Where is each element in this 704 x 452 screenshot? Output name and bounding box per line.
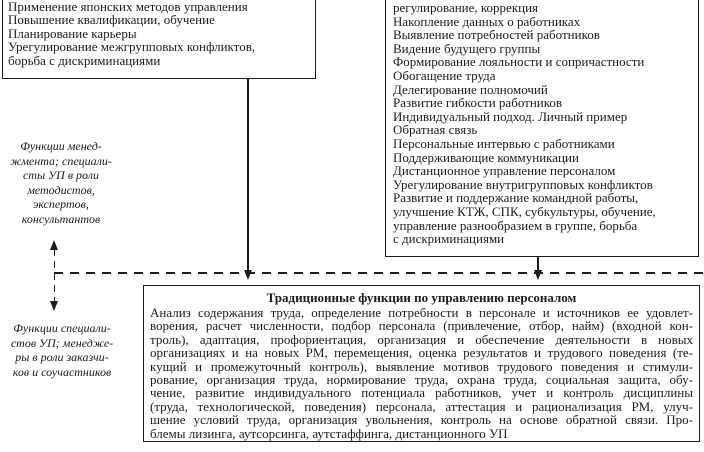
text-line: Урегулирование межгрупповых конфликтов, bbox=[8, 39, 256, 55]
text-line: Обогащение труда bbox=[393, 67, 496, 83]
text-line: (труда, технологической, поведения) персонала, аттестация и рационализация РМ, улуч- bbox=[150, 398, 693, 414]
text-line: Поддерживающие коммуникации bbox=[393, 149, 579, 165]
text-line: жмента; специали- bbox=[10, 153, 112, 168]
text-line: улучшение КТЖ, СПК, субкультуры, обучение, bbox=[393, 203, 656, 219]
double-arrow-down-arrowhead-icon bbox=[50, 301, 58, 311]
double-arrow-shaft bbox=[54, 249, 56, 303]
text-line: ков и соучастников bbox=[12, 364, 112, 379]
double-arrow-up-arrowhead-icon bbox=[50, 240, 58, 250]
text-line: консультантов bbox=[21, 211, 101, 226]
text-line: кущий и промежуточный контроль), выявление мотивов трудового поведения и стимули- bbox=[150, 358, 693, 374]
label-management-functions bbox=[0, 139, 122, 227]
label-specialist-functions bbox=[0, 321, 124, 379]
text-line: Персональные интервью с работниками bbox=[393, 135, 615, 151]
text-line: шение условий труда, организация увольнения, контроль на основе обратной связи. Про- bbox=[150, 412, 693, 428]
bottom-box-paragraph bbox=[144, 305, 699, 440]
text-line: Выявление потребностей работников bbox=[393, 27, 600, 43]
text-line: регулирование, коррекция bbox=[393, 0, 539, 15]
text-line: Анализ содержания труда, определение потребности в персонале и источников ее удовлет- bbox=[150, 305, 693, 320]
text-line: блемы лизинга, аутсорсинга, аутстаффинга, дистанционного УП bbox=[150, 425, 508, 441]
text-line: троль), адаптация, профориентация, организация и обеспечение деятельности в новых bbox=[150, 331, 693, 347]
text-line: Формирование лояльности и сопричастности bbox=[393, 54, 645, 70]
text-line: Индивидуальный подход. Личный пример bbox=[393, 108, 628, 124]
top-left-box-text bbox=[8, 0, 312, 67]
text-line: Развитие и поддержание командной работы, bbox=[393, 190, 639, 206]
connector-left-line bbox=[247, 79, 249, 272]
top-right-box bbox=[385, 0, 699, 257]
top-right-box-text bbox=[393, 1, 696, 246]
text-line: Дистанционное управление персоналом bbox=[393, 163, 616, 179]
dashed-divider-line bbox=[54, 272, 704, 274]
text-line: управление разнообразием в группе, борьба bbox=[393, 217, 638, 233]
text-line: рование, организация труда, нормирование труда, охрана труда, социальная защита, обу- bbox=[150, 372, 693, 388]
text-line: методистов, bbox=[27, 182, 95, 197]
text-line: Обратная связь bbox=[393, 122, 478, 138]
bottom-box-title: Традиционные функции по управлению персоналом bbox=[266, 290, 577, 305]
text-line: сты УП в роли bbox=[22, 168, 99, 183]
text-line: Урегулирование внутригрупповых конфликтов bbox=[393, 176, 653, 192]
text-line: Развитие гибкости работников bbox=[393, 95, 563, 111]
text-line: стов УП; менедже- bbox=[10, 335, 114, 350]
text-line: Видение будущего группы bbox=[393, 40, 541, 56]
text-line: Повышение квалификации, обучение bbox=[8, 12, 215, 28]
text-line: Применение японских методов управления bbox=[8, 0, 248, 14]
text-line: Функции специали- bbox=[13, 321, 111, 335]
text-line: ры в роли заказчи- bbox=[15, 350, 109, 365]
top-left-box bbox=[2, 0, 316, 79]
text-line: борьба с дискриминациями bbox=[8, 52, 161, 68]
text-line: организациях и на новых РМ, перемещения, оценка результатов и трудового поведения (те- bbox=[150, 345, 693, 361]
text-line: с дискриминациями bbox=[393, 231, 505, 247]
text-line: чение, развитие индивидуального потенциала работников, учет и контроль дисциплины bbox=[150, 385, 693, 401]
text-line: экспертов, bbox=[33, 197, 89, 212]
text-line: ворения, расчет численности, подбор персонала (привлечение, отбор, найм) (входной кон- bbox=[150, 318, 693, 334]
text-line: Функции менед- bbox=[20, 139, 102, 153]
text-line: Планирование карьеры bbox=[8, 25, 137, 41]
traditional-functions-box bbox=[143, 285, 700, 442]
text-line: Делегирование полномочий bbox=[393, 81, 548, 97]
text-line: Накопление данных о работниках bbox=[393, 13, 581, 29]
